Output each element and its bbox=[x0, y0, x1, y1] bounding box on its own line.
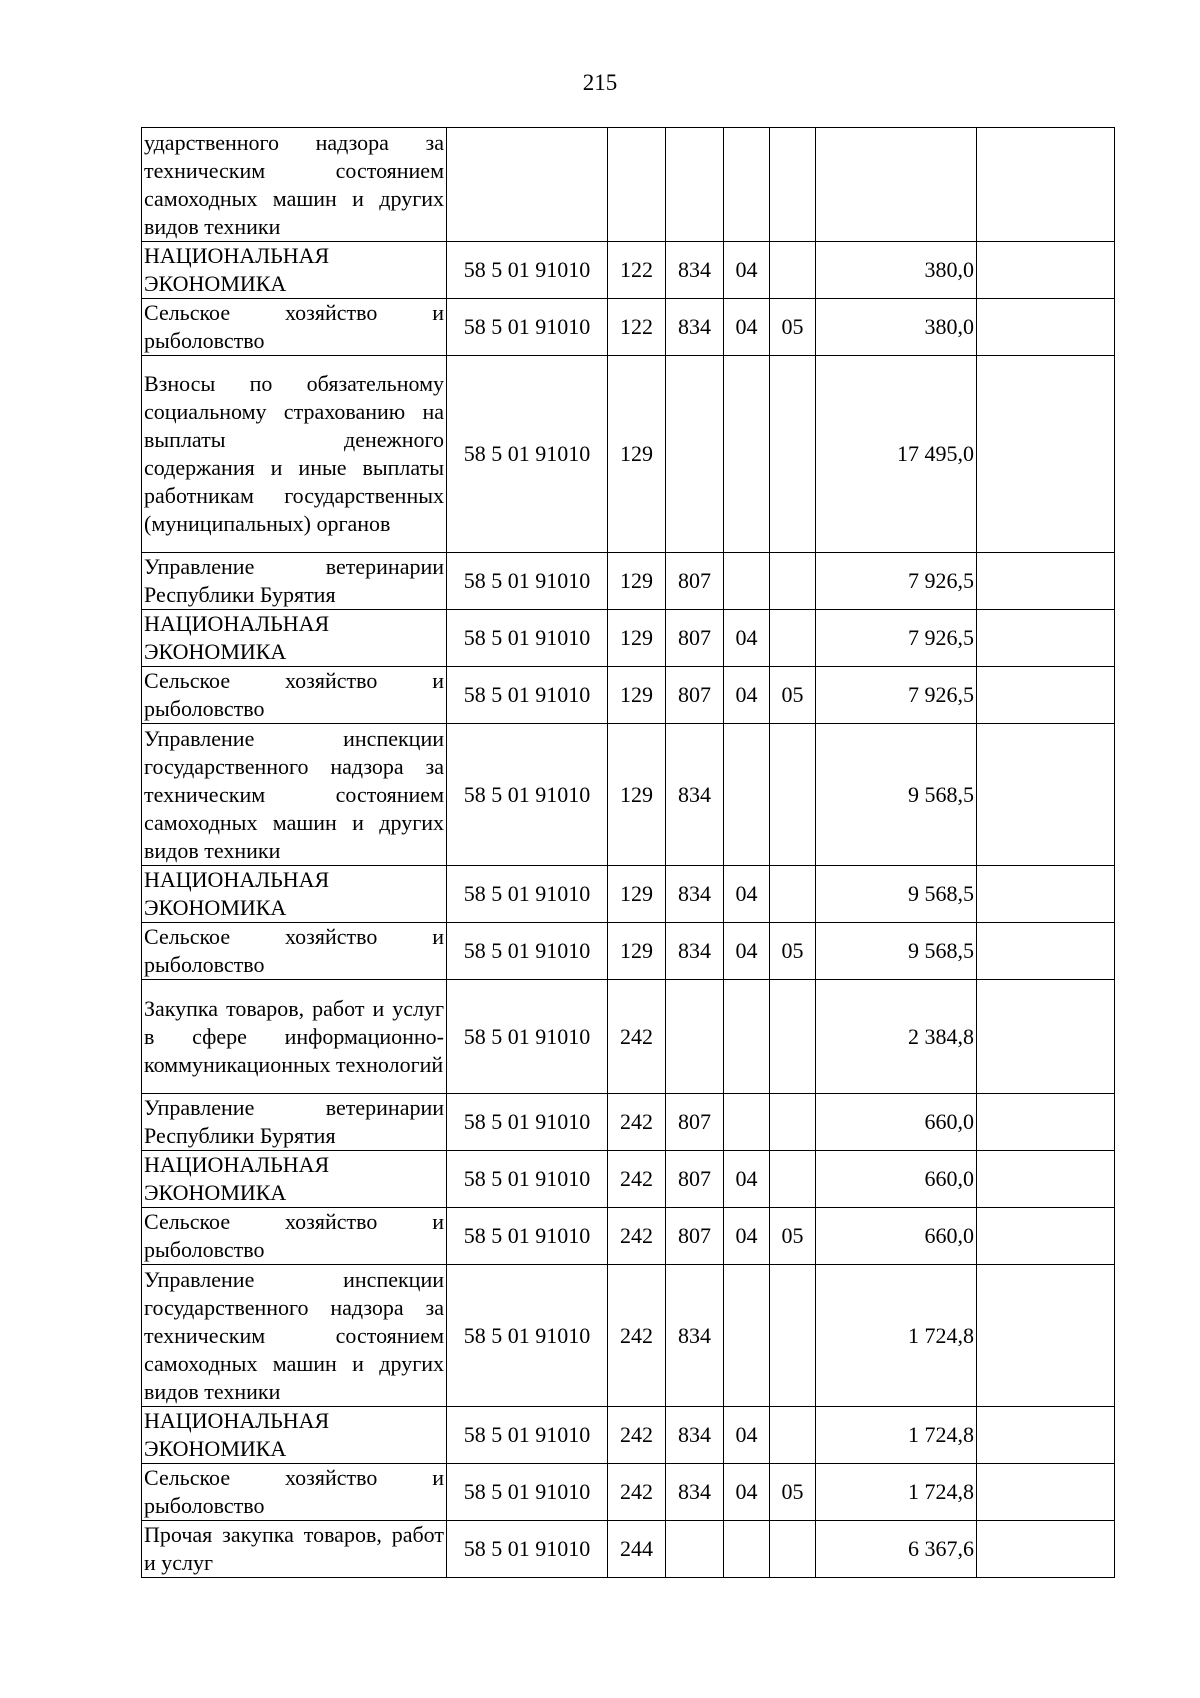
row-section bbox=[724, 356, 770, 553]
row-name: Управление инспекции государственного надзора за техническим состоянием самоходных машин и других видов техники bbox=[142, 724, 447, 866]
row-section bbox=[724, 724, 770, 866]
table-row bbox=[142, 1407, 1115, 1464]
row-subsection: 05 bbox=[770, 1464, 816, 1521]
row-target-code: 58 5 01 91010 bbox=[447, 980, 608, 1094]
row-admin-code: 834 bbox=[666, 1407, 724, 1464]
table-row bbox=[142, 1151, 1115, 1208]
row-expense-type: 242 bbox=[608, 1265, 666, 1407]
row-admin-code bbox=[666, 1521, 724, 1578]
row-amount: 9 568,5 bbox=[816, 866, 977, 923]
row-amount: 7 926,5 bbox=[816, 553, 977, 610]
table-row bbox=[142, 553, 1115, 610]
row-target-code: 58 5 01 91010 bbox=[447, 1521, 608, 1578]
row-subsection bbox=[770, 242, 816, 299]
table-row bbox=[142, 128, 1115, 242]
row-admin-code: 807 bbox=[666, 1094, 724, 1151]
row-extra bbox=[977, 980, 1115, 1094]
row-admin-code: 807 bbox=[666, 553, 724, 610]
row-target-code: 58 5 01 91010 bbox=[447, 1151, 608, 1208]
row-name: НАЦИОНАЛЬНАЯ ЭКОНОМИКА bbox=[142, 1407, 447, 1464]
row-name: Сельское хозяйство и рыболовство bbox=[142, 1464, 447, 1521]
row-amount: 660,0 bbox=[816, 1208, 977, 1265]
row-amount: 380,0 bbox=[816, 299, 977, 356]
row-admin-code: 807 bbox=[666, 1151, 724, 1208]
table-row bbox=[142, 1208, 1115, 1265]
row-amount: 7 926,5 bbox=[816, 667, 977, 724]
row-subsection bbox=[770, 1151, 816, 1208]
row-target-code: 58 5 01 91010 bbox=[447, 667, 608, 724]
row-extra bbox=[977, 1094, 1115, 1151]
row-target-code: 58 5 01 91010 bbox=[447, 1407, 608, 1464]
row-target-code: 58 5 01 91010 bbox=[447, 553, 608, 610]
row-name: Прочая закупка товаров, работ и услуг bbox=[142, 1521, 447, 1578]
row-extra bbox=[977, 1208, 1115, 1265]
row-extra bbox=[977, 923, 1115, 980]
row-target-code: 58 5 01 91010 bbox=[447, 1094, 608, 1151]
row-expense-type: 242 bbox=[608, 1151, 666, 1208]
row-subsection bbox=[770, 1407, 816, 1464]
row-subsection: 05 bbox=[770, 299, 816, 356]
row-expense-type: 129 bbox=[608, 553, 666, 610]
row-name: ударственного надзора за техническим состоянием самоходных машин и других видов техники bbox=[142, 128, 447, 242]
row-extra bbox=[977, 1265, 1115, 1407]
row-expense-type: 129 bbox=[608, 724, 666, 866]
row-subsection bbox=[770, 1521, 816, 1578]
row-target-code: 58 5 01 91010 bbox=[447, 724, 608, 866]
row-expense-type: 122 bbox=[608, 299, 666, 356]
row-subsection bbox=[770, 866, 816, 923]
row-expense-type: 129 bbox=[608, 356, 666, 553]
row-section: 04 bbox=[724, 299, 770, 356]
row-admin-code: 834 bbox=[666, 299, 724, 356]
row-extra bbox=[977, 356, 1115, 553]
row-amount: 6 367,6 bbox=[816, 1521, 977, 1578]
row-name: Сельское хозяйство и рыболовство bbox=[142, 1208, 447, 1265]
row-section: 04 bbox=[724, 923, 770, 980]
row-expense-type: 242 bbox=[608, 1464, 666, 1521]
row-admin-code: 807 bbox=[666, 1208, 724, 1265]
table-row bbox=[142, 724, 1115, 866]
row-section: 04 bbox=[724, 1208, 770, 1265]
row-subsection bbox=[770, 1265, 816, 1407]
row-admin-code: 834 bbox=[666, 724, 724, 866]
table-row bbox=[142, 667, 1115, 724]
row-subsection bbox=[770, 128, 816, 242]
row-section bbox=[724, 1094, 770, 1151]
row-target-code: 58 5 01 91010 bbox=[447, 356, 608, 553]
row-expense-type: 129 bbox=[608, 923, 666, 980]
row-name: НАЦИОНАЛЬНАЯ ЭКОНОМИКА bbox=[142, 1151, 447, 1208]
row-extra bbox=[977, 128, 1115, 242]
table-row bbox=[142, 980, 1115, 1094]
table-row bbox=[142, 356, 1115, 553]
row-amount: 1 724,8 bbox=[816, 1464, 977, 1521]
row-subsection bbox=[770, 724, 816, 866]
table-row bbox=[142, 866, 1115, 923]
table-row bbox=[142, 1094, 1115, 1151]
table-row bbox=[142, 610, 1115, 667]
row-subsection: 05 bbox=[770, 1208, 816, 1265]
row-amount: 2 384,8 bbox=[816, 980, 977, 1094]
row-amount: 1 724,8 bbox=[816, 1265, 977, 1407]
row-admin-code: 834 bbox=[666, 1265, 724, 1407]
row-target-code: 58 5 01 91010 bbox=[447, 1464, 608, 1521]
row-name: НАЦИОНАЛЬНАЯ ЭКОНОМИКА bbox=[142, 866, 447, 923]
row-amount: 660,0 bbox=[816, 1151, 977, 1208]
row-target-code: 58 5 01 91010 bbox=[447, 866, 608, 923]
table-row bbox=[142, 1464, 1115, 1521]
row-section bbox=[724, 980, 770, 1094]
row-subsection bbox=[770, 610, 816, 667]
row-expense-type: 244 bbox=[608, 1521, 666, 1578]
row-name: Управление инспекции государственного надзора за техническим состоянием самоходных машин и других видов техники bbox=[142, 1265, 447, 1407]
row-name: НАЦИОНАЛЬНАЯ ЭКОНОМИКА bbox=[142, 242, 447, 299]
row-extra bbox=[977, 1407, 1115, 1464]
table-row bbox=[142, 299, 1115, 356]
row-section: 04 bbox=[724, 1151, 770, 1208]
row-subsection: 05 bbox=[770, 923, 816, 980]
row-amount bbox=[816, 128, 977, 242]
row-admin-code: 807 bbox=[666, 667, 724, 724]
row-section: 04 bbox=[724, 610, 770, 667]
row-admin-code bbox=[666, 128, 724, 242]
row-section: 04 bbox=[724, 242, 770, 299]
table-row bbox=[142, 242, 1115, 299]
row-expense-type: 242 bbox=[608, 1407, 666, 1464]
budget-table bbox=[141, 127, 1115, 1578]
table-row bbox=[142, 1265, 1115, 1407]
row-admin-code: 807 bbox=[666, 610, 724, 667]
row-name: Управление ветеринарии Республики Бурятия bbox=[142, 1094, 447, 1151]
row-name: Закупка товаров, работ и услуг в сфере информационно-коммуникационных технологий bbox=[142, 980, 447, 1094]
row-target-code: 58 5 01 91010 bbox=[447, 1265, 608, 1407]
row-expense-type: 242 bbox=[608, 1208, 666, 1265]
row-section: 04 bbox=[724, 866, 770, 923]
row-extra bbox=[977, 1151, 1115, 1208]
table-row bbox=[142, 923, 1115, 980]
row-extra bbox=[977, 1464, 1115, 1521]
row-amount: 7 926,5 bbox=[816, 610, 977, 667]
row-admin-code: 834 bbox=[666, 923, 724, 980]
row-extra bbox=[977, 667, 1115, 724]
row-amount: 9 568,5 bbox=[816, 724, 977, 866]
row-amount: 17 495,0 bbox=[816, 356, 977, 553]
row-target-code: 58 5 01 91010 bbox=[447, 299, 608, 356]
row-admin-code: 834 bbox=[666, 242, 724, 299]
row-expense-type: 242 bbox=[608, 1094, 666, 1151]
row-amount: 380,0 bbox=[816, 242, 977, 299]
row-section: 04 bbox=[724, 667, 770, 724]
row-name: НАЦИОНАЛЬНАЯ ЭКОНОМИКА bbox=[142, 610, 447, 667]
row-name: Сельское хозяйство и рыболовство bbox=[142, 923, 447, 980]
row-admin-code: 834 bbox=[666, 866, 724, 923]
row-amount: 660,0 bbox=[816, 1094, 977, 1151]
row-admin-code bbox=[666, 980, 724, 1094]
row-extra bbox=[977, 610, 1115, 667]
row-name: Управление ветеринарии Республики Бурятия bbox=[142, 553, 447, 610]
row-section: 04 bbox=[724, 1407, 770, 1464]
row-expense-type: 122 bbox=[608, 242, 666, 299]
row-expense-type bbox=[608, 128, 666, 242]
row-extra bbox=[977, 866, 1115, 923]
row-section bbox=[724, 128, 770, 242]
row-amount: 9 568,5 bbox=[816, 923, 977, 980]
row-name: Сельское хозяйство и рыболовство bbox=[142, 667, 447, 724]
row-extra bbox=[977, 724, 1115, 866]
row-subsection bbox=[770, 1094, 816, 1151]
row-target-code: 58 5 01 91010 bbox=[447, 610, 608, 667]
row-extra bbox=[977, 1521, 1115, 1578]
row-subsection bbox=[770, 356, 816, 553]
row-name: Взносы по обязательному социальному страхованию на выплаты денежного содержания и иные выплаты работникам государственных (муниципальных) органов bbox=[142, 356, 447, 553]
row-extra bbox=[977, 553, 1115, 610]
row-section bbox=[724, 553, 770, 610]
row-expense-type: 129 bbox=[608, 610, 666, 667]
row-expense-type: 129 bbox=[608, 667, 666, 724]
row-subsection bbox=[770, 553, 816, 610]
row-subsection: 05 bbox=[770, 667, 816, 724]
row-target-code: 58 5 01 91010 bbox=[447, 1208, 608, 1265]
row-amount: 1 724,8 bbox=[816, 1407, 977, 1464]
row-target-code bbox=[447, 128, 608, 242]
row-target-code: 58 5 01 91010 bbox=[447, 923, 608, 980]
row-subsection bbox=[770, 980, 816, 1094]
row-section bbox=[724, 1265, 770, 1407]
row-expense-type: 242 bbox=[608, 980, 666, 1094]
table-row bbox=[142, 1521, 1115, 1578]
row-section bbox=[724, 1521, 770, 1578]
row-extra bbox=[977, 242, 1115, 299]
row-admin-code bbox=[666, 356, 724, 553]
row-target-code: 58 5 01 91010 bbox=[447, 242, 608, 299]
row-admin-code: 834 bbox=[666, 1464, 724, 1521]
page-number: 215 bbox=[582, 70, 618, 95]
row-extra bbox=[977, 299, 1115, 356]
row-name: Сельское хозяйство и рыболовство bbox=[142, 299, 447, 356]
row-expense-type: 129 bbox=[608, 866, 666, 923]
row-section: 04 bbox=[724, 1464, 770, 1521]
